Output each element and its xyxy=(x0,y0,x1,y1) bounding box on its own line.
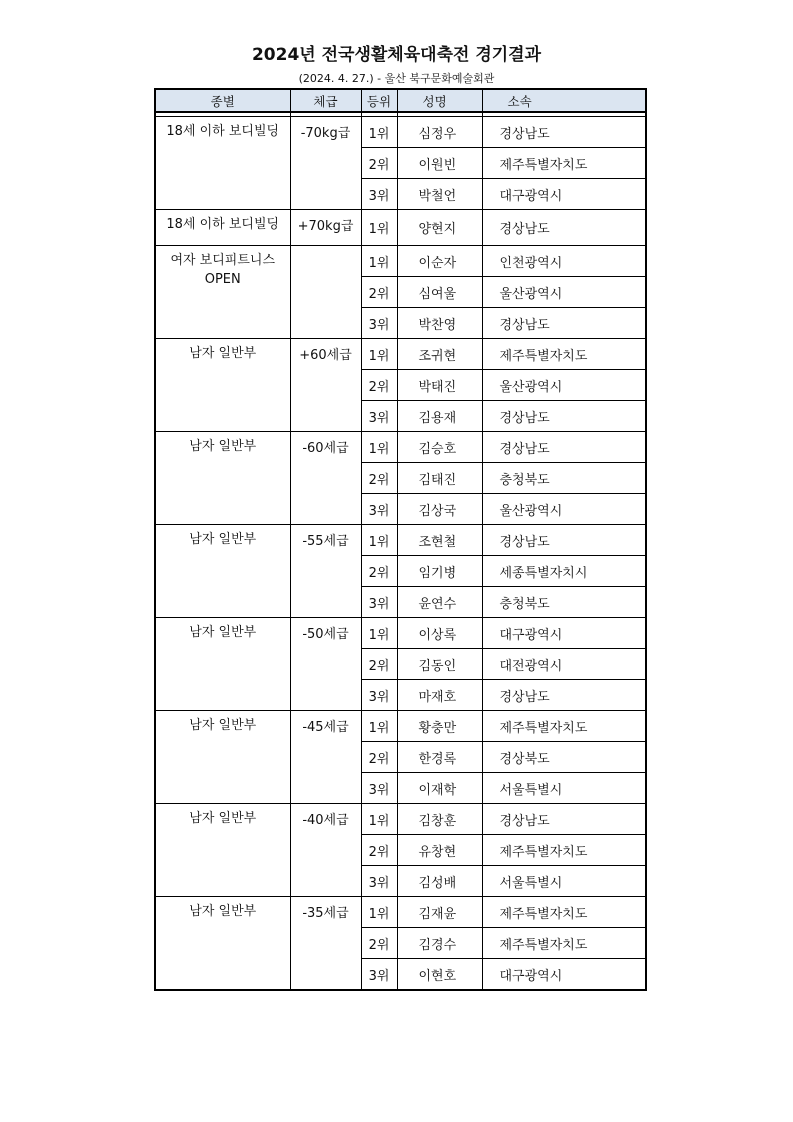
affiliation-cell: 경상남도 xyxy=(482,525,646,556)
header-category: 종별 xyxy=(155,89,290,112)
name-cell: 김용재 xyxy=(397,401,482,432)
header-rank: 등위 xyxy=(361,89,397,112)
table-row xyxy=(155,339,646,370)
affiliation-cell: 경상남도 xyxy=(482,432,646,463)
name-cell: 김상국 xyxy=(397,494,482,525)
rank-cell: 3위 xyxy=(361,401,397,432)
table-row xyxy=(155,804,646,835)
table-row xyxy=(155,711,646,742)
table-row xyxy=(155,432,646,463)
name-cell: 김재윤 xyxy=(397,897,482,928)
affiliation-cell: 제주특별자치도 xyxy=(482,897,646,928)
name-cell: 이상록 xyxy=(397,618,482,649)
results-body xyxy=(155,112,646,990)
table-row xyxy=(155,525,646,556)
name-cell: 유창현 xyxy=(397,835,482,866)
affiliation-cell: 제주특별자치도 xyxy=(482,148,646,179)
weight-class-cell: -60세급 xyxy=(290,432,361,525)
header-weight: 체급 xyxy=(290,89,361,112)
weight-class-cell: -55세급 xyxy=(290,525,361,618)
name-cell: 한경록 xyxy=(397,742,482,773)
weight-class-cell xyxy=(290,246,361,339)
affiliation-cell: 울산광역시 xyxy=(482,494,646,525)
affiliation-cell: 경상남도 xyxy=(482,401,646,432)
affiliation-cell: 대전광역시 xyxy=(482,649,646,680)
weight-class-cell: +70kg급 xyxy=(290,210,361,246)
table-row xyxy=(155,897,646,928)
name-cell: 황충만 xyxy=(397,711,482,742)
category-cell: 여자 보디피트니스 OPEN xyxy=(155,246,290,339)
affiliation-cell: 인천광역시 xyxy=(482,246,646,277)
category-cell: 남자 일반부 xyxy=(155,711,290,804)
weight-class-cell: -50세급 xyxy=(290,618,361,711)
name-cell: 박철언 xyxy=(397,179,482,210)
affiliation-cell: 제주특별자치도 xyxy=(482,928,646,959)
affiliation-cell: 경상남도 xyxy=(482,210,646,246)
name-cell: 임기병 xyxy=(397,556,482,587)
rank-cell: 3위 xyxy=(361,179,397,210)
rank-cell: 3위 xyxy=(361,959,397,991)
rank-cell: 3위 xyxy=(361,308,397,339)
rank-cell: 2위 xyxy=(361,649,397,680)
name-cell: 마재호 xyxy=(397,680,482,711)
category-cell: 남자 일반부 xyxy=(155,804,290,897)
rank-cell: 1위 xyxy=(361,117,397,148)
category-cell: 남자 일반부 xyxy=(155,618,290,711)
rank-cell: 3위 xyxy=(361,494,397,525)
header-affiliation: 소속 xyxy=(482,89,646,112)
category-cell: 18세 이하 보디빌딩 xyxy=(155,117,290,210)
category-cell: 남자 일반부 xyxy=(155,897,290,991)
affiliation-cell: 세종특별자치시 xyxy=(482,556,646,587)
name-cell: 조귀현 xyxy=(397,339,482,370)
table-row xyxy=(155,117,646,148)
affiliation-cell: 경상남도 xyxy=(482,680,646,711)
rank-cell: 1위 xyxy=(361,711,397,742)
name-cell: 김승호 xyxy=(397,432,482,463)
rank-cell: 2위 xyxy=(361,835,397,866)
affiliation-cell: 제주특별자치도 xyxy=(482,835,646,866)
weight-class-cell: +60세급 xyxy=(290,339,361,432)
rank-cell: 3위 xyxy=(361,680,397,711)
rank-cell: 1위 xyxy=(361,246,397,277)
rank-cell: 2위 xyxy=(361,742,397,773)
affiliation-cell: 울산광역시 xyxy=(482,370,646,401)
category-cell: 18세 이하 보디빌딩 xyxy=(155,210,290,246)
name-cell: 이재학 xyxy=(397,773,482,804)
rank-cell: 1위 xyxy=(361,804,397,835)
results-table xyxy=(154,88,647,991)
header-name: 성명 xyxy=(397,89,482,112)
name-cell: 박태진 xyxy=(397,370,482,401)
affiliation-cell: 대구광역시 xyxy=(482,959,646,991)
affiliation-cell: 제주특별자치도 xyxy=(482,711,646,742)
rank-cell: 1위 xyxy=(361,525,397,556)
affiliation-cell: 서울특별시 xyxy=(482,866,646,897)
document-title: 2024년 전국생활체육대축전 경기결과 xyxy=(251,45,542,65)
name-cell: 심정우 xyxy=(397,117,482,148)
name-cell: 김동인 xyxy=(397,649,482,680)
rank-cell: 1위 xyxy=(361,210,397,246)
rank-cell: 2위 xyxy=(361,148,397,179)
affiliation-cell: 제주특별자치도 xyxy=(482,339,646,370)
affiliation-cell: 서울특별시 xyxy=(482,773,646,804)
affiliation-cell: 울산광역시 xyxy=(482,277,646,308)
affiliation-cell: 경상북도 xyxy=(482,742,646,773)
table-row xyxy=(155,210,646,246)
category-cell: 남자 일반부 xyxy=(155,339,290,432)
name-cell: 윤연수 xyxy=(397,587,482,618)
rank-cell: 1위 xyxy=(361,339,397,370)
rank-cell: 2위 xyxy=(361,928,397,959)
name-cell: 김태진 xyxy=(397,463,482,494)
rank-cell: 1위 xyxy=(361,618,397,649)
table-row xyxy=(155,246,646,277)
rank-cell: 1위 xyxy=(361,897,397,928)
rank-cell: 2위 xyxy=(361,277,397,308)
name-cell: 이현호 xyxy=(397,959,482,991)
name-cell: 박찬영 xyxy=(397,308,482,339)
name-cell: 김창훈 xyxy=(397,804,482,835)
weight-class-cell: -45세급 xyxy=(290,711,361,804)
name-cell: 이원빈 xyxy=(397,148,482,179)
rank-cell: 1위 xyxy=(361,432,397,463)
name-cell: 김성배 xyxy=(397,866,482,897)
header-row xyxy=(155,89,646,112)
weight-class-cell: -70kg급 xyxy=(290,117,361,210)
rank-cell: 2위 xyxy=(361,463,397,494)
name-cell: 이순자 xyxy=(397,246,482,277)
category-cell: 남자 일반부 xyxy=(155,432,290,525)
rank-cell: 2위 xyxy=(361,370,397,401)
category-cell: 남자 일반부 xyxy=(155,525,290,618)
name-cell: 조현철 xyxy=(397,525,482,556)
table-row xyxy=(155,618,646,649)
weight-class-cell: -40세급 xyxy=(290,804,361,897)
rank-cell: 3위 xyxy=(361,866,397,897)
affiliation-cell: 충청북도 xyxy=(482,463,646,494)
rank-cell: 3위 xyxy=(361,773,397,804)
name-cell: 김경수 xyxy=(397,928,482,959)
rank-cell: 3위 xyxy=(361,587,397,618)
affiliation-cell: 충청북도 xyxy=(482,587,646,618)
affiliation-cell: 경상남도 xyxy=(482,804,646,835)
name-cell: 양현지 xyxy=(397,210,482,246)
weight-class-cell: -35세급 xyxy=(290,897,361,991)
rank-cell: 2위 xyxy=(361,556,397,587)
affiliation-cell: 대구광역시 xyxy=(482,179,646,210)
document-subtitle: (2024. 4. 27.) - 울산 북구문화예술회관 xyxy=(298,72,495,85)
affiliation-cell: 대구광역시 xyxy=(482,618,646,649)
affiliation-cell: 경상남도 xyxy=(482,117,646,148)
name-cell: 심여울 xyxy=(397,277,482,308)
affiliation-cell: 경상남도 xyxy=(482,308,646,339)
